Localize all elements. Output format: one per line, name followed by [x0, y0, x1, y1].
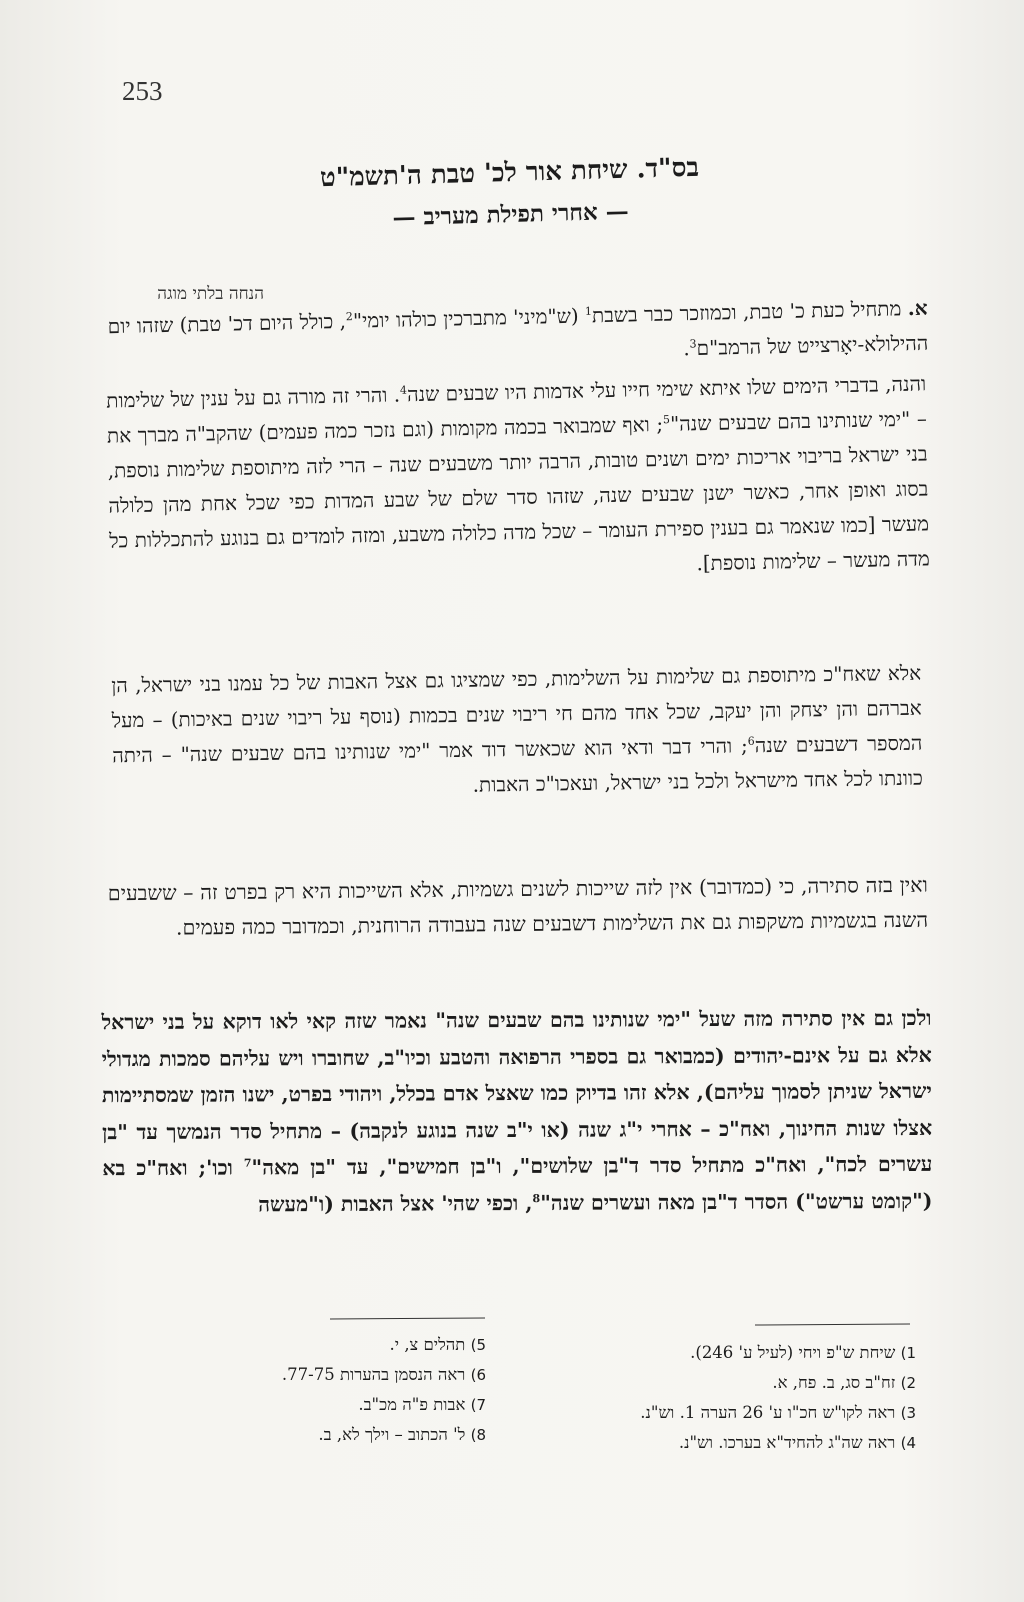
footnote-ref[interactable]: 4: [399, 383, 408, 397]
footnote-item: [496, 1428, 916, 1458]
footnote-number: 4): [900, 1434, 916, 1452]
paragraph-2: [106, 366, 930, 593]
edit-status-label: הנחה בלתי מוגה: [157, 284, 264, 304]
footnote-item: [196, 1330, 486, 1360]
footnote-divider-left: [330, 1317, 485, 1319]
paragraph-5: [101, 1000, 932, 1223]
heading-block: [149, 140, 871, 244]
footnotes-left: [196, 1330, 486, 1450]
paragraph-text: (ש"מיני' מתברכין כולהו יומי": [352, 303, 586, 333]
footnote-number: 7): [470, 1396, 486, 1414]
footnote-number: 1): [900, 1344, 916, 1362]
footnote-text: אבות פ"ה מכ"ב.: [358, 1395, 471, 1414]
footnote-ref[interactable]: 3: [689, 337, 697, 351]
footnote-ref[interactable]: 7: [243, 1156, 252, 1170]
footnote-item: [496, 1398, 916, 1428]
footnote-item: [196, 1360, 486, 1390]
footnote-text: ל' הכתוב – וילך לא, ב.: [318, 1425, 471, 1444]
paragraph-text: ולכן גם אין סתירה מזה שעל "ימי שנותינו בהם שבעים שנה" נאמר שזה קאי לאו דוקא על בני ישראל אלא גם על אינם-יהודים (כמבואר גם בספרי הרפואה והטבע וכיו"ב, שחוברו ויש עליהם סמכות מגדולי ישראל שניתן לסמוך עליהם), אלא זהו בדיוק כמו שאצל אדם בכלל, ויהודי בפרט, ישנו הזמן שמסתיימות אצלו שנות החינוך, ואח"כ – אחרי י"ג שנה (או י"ב שנה בנוגע לנקבה) – מתחיל סדר הנמשך עד "בן עשרים לכח", ואח"כ מתחיל סדר ד"בן שלושים", ו"בן חמישים", עד "בן מאה": [101, 1005, 933, 1180]
footnote-text: תהלים צ, י.: [389, 1335, 471, 1354]
footnote-item: [196, 1420, 486, 1450]
footnote-number: 5): [470, 1336, 486, 1354]
footnote-text: זח"ב סג, ב. פח, א.: [772, 1373, 901, 1392]
page-number: 253: [122, 76, 163, 106]
paragraph-text: ; ואף שמבואר בכמה מקומות (וגם נזכר כמה פעמים) שהקב"ה מברך את בני ישראל בריבוי אריכות ימים ושנים טובות, הרבה יותר משבעים שנה – הרי לזה מיתוספת שלימות נוספת, בסוג ואופן אחר, כאשר ישנן שבעים שנה, שזהו סדר שלם של שבע המדות כפי שכל אחת מהן כלולה מעשר [כמו שנאמר גם בענין ספירת העומר – שכל מדה כלולה משבע, ומזה לומדים גם בנוגע להתכללות כל מדה מעשר – שלימות נוספת].: [106, 411, 930, 576]
paragraph-text: אלא שאח"כ מיתוספת גם שלימות על השלימות, כפי שמציגו גם אצל האבות של כל עמנו בני ישראל, הן אברהם והן יצחק והן יעקב, שכל אחד מהם חי ריבוי שנים בכמות (נוסף על ריבוי שנים באיכות) – מעל המספר דשבעים שנה: [111, 660, 923, 758]
page-title: בס"ד. שיחת אור לכ' טבת ה'תשמ"ט: [319, 152, 700, 194]
footnote-number: 3): [900, 1404, 916, 1422]
paragraph-4: [108, 868, 929, 947]
paragraph-text: והנה, בדברי הימים שלו איתא שימי חייו עלי אדמות היו שבעים שנה: [406, 371, 927, 407]
footnote-ref[interactable]: 1: [584, 304, 593, 318]
paragraph-text: , כולל היום דכ' טבת) שזהו יום ההילולא-יאָרצייט של הרמב"ם: [107, 308, 929, 360]
footnote-item: [496, 1338, 916, 1368]
footnote-ref[interactable]: 5: [662, 413, 671, 427]
footnote-ref[interactable]: 8: [532, 1191, 541, 1205]
footnote-item: [196, 1390, 486, 1420]
footnote-number: 6): [470, 1366, 486, 1384]
paragraph-text: , וכפי שהי' אצל האבות (ו"מעשה: [258, 1190, 533, 1216]
paragraph-text: ; והרי דבר ודאי הוא שכאשר דוד אמר "ימי שנותינו בהם שבעים שנה" – היתה כוונתו לכל אחד מישראל ולכל בני ישראל, ועאכו"כ האבות.: [112, 733, 923, 797]
footnotes-right: [496, 1338, 916, 1458]
footnote-number: 8): [470, 1426, 486, 1444]
footnote-ref[interactable]: 2: [345, 310, 353, 324]
paragraph-text: מתחיל כעת כ' טבת, וכמוזכר כבר בשבת: [591, 296, 908, 328]
section-marker: א.: [907, 295, 928, 321]
footnote-ref[interactable]: 6: [747, 734, 755, 748]
footnote-text: שיחת ש"פ ויחי (לעיל ע' 246).: [690, 1343, 901, 1362]
footnote-number: 2): [900, 1374, 916, 1392]
paragraph-text: . והרי זה מורה גם על ענין של שלימות – "ימי שנותינו בהם שבעים שנה": [105, 382, 928, 436]
footnote-text: ראה שה"ג להחיד"א בערכו. וש"נ.: [678, 1433, 901, 1452]
paragraph-3: [111, 656, 923, 809]
footnote-text: ראה הנסמן בהערות 77-75.: [281, 1365, 471, 1384]
footnote-text: ראה לקו"ש חכ"ו ע' 26 הערה 1. וש"נ.: [640, 1403, 901, 1422]
paragraph-text: וכו'; ואח"כ בא ("קומט ערשט") הסדר ד"בן מאה ועשרים שנה": [102, 1155, 933, 1215]
paragraph-text: ואין בזה סתירה, כי (כמדובר) אין לזה שייכות לשנים גשמיות, אלא השייכות היא רק בפרט זה – ששבעים השנה בגשמיות משקפות גם את השלימות דשבעים שנה בעבודה הרוחנית, וכמדובר כמה פעמים.: [107, 872, 929, 940]
paragraph-text: .: [683, 336, 690, 361]
footnote-item: [496, 1368, 916, 1398]
footnote-divider-right: [755, 1323, 910, 1325]
page-subtitle: — אחרי תפילת מעריב —: [392, 197, 630, 232]
